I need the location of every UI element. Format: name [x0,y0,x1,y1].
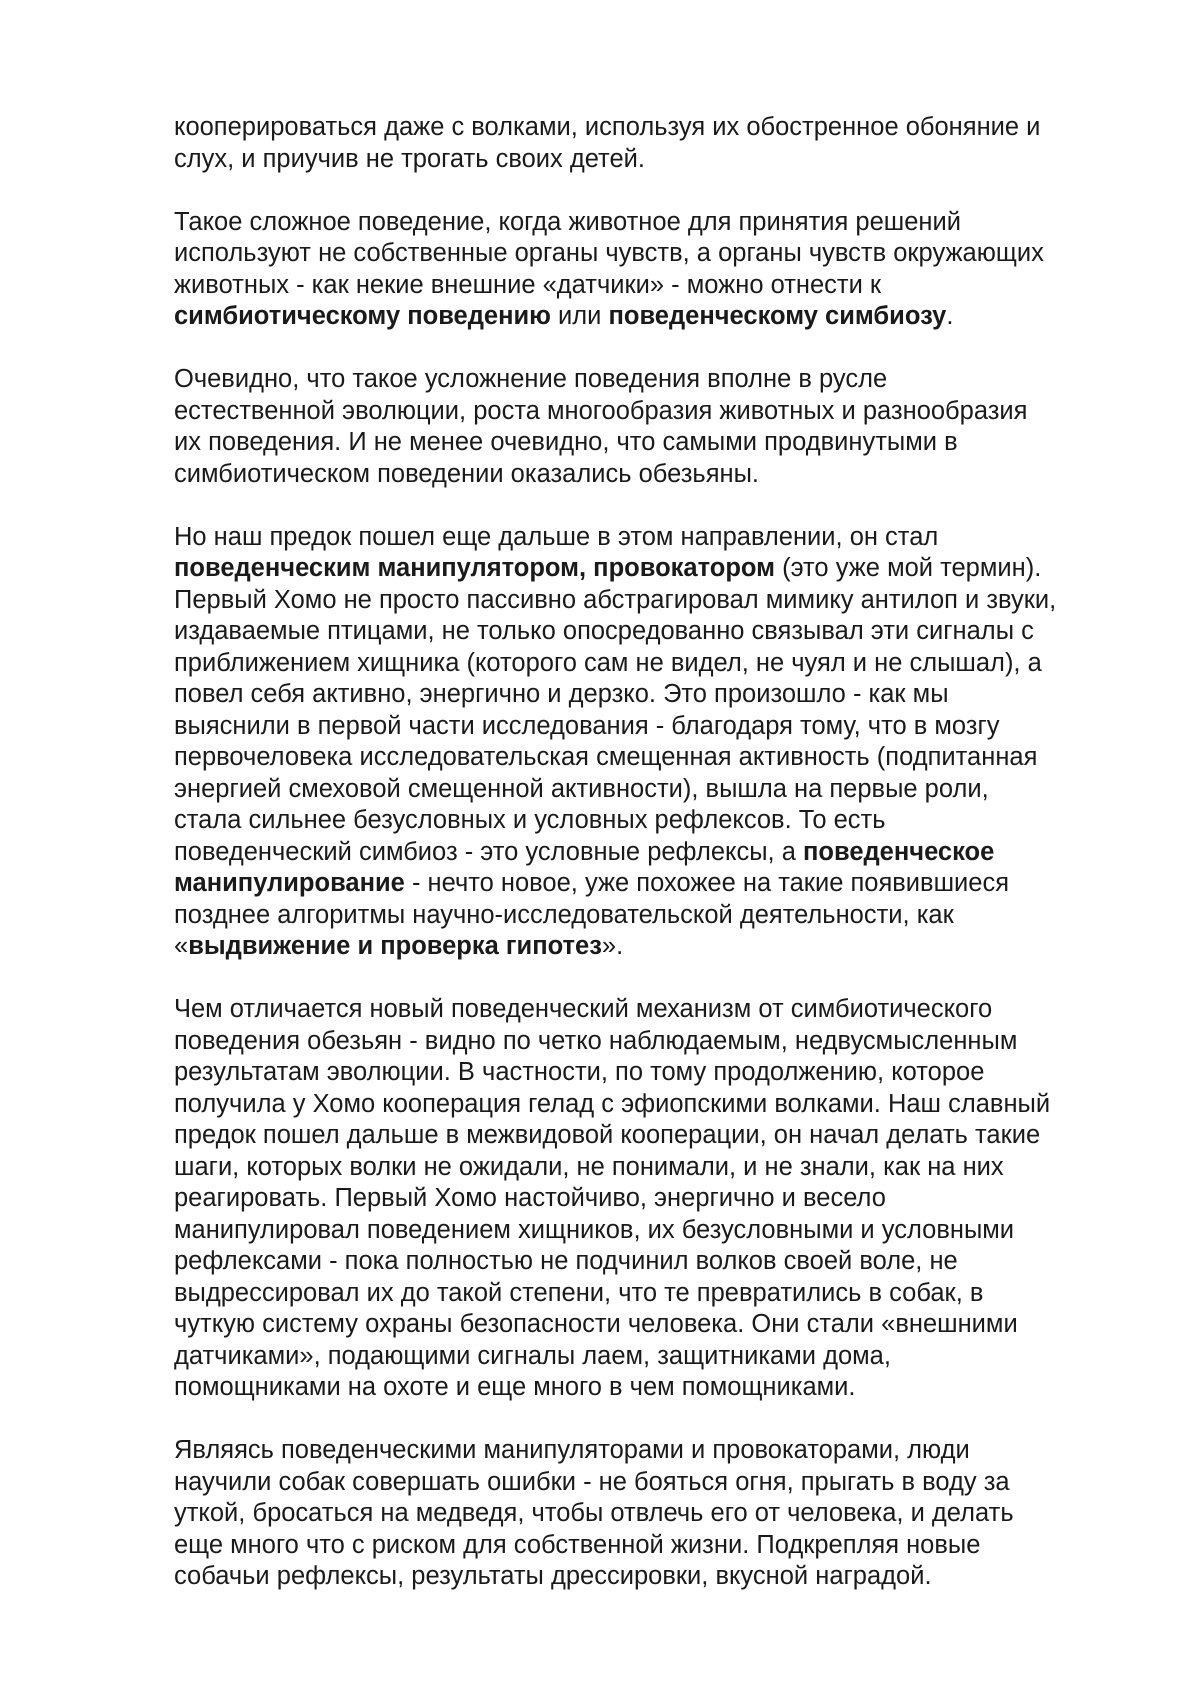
text-line [174,1435,1134,1467]
text-line [174,427,1134,459]
text-line [174,616,1134,648]
text-line [174,522,1134,554]
text-run: поведенческий симбиоз - это условные рефлексы, а [174,837,803,866]
text-line [174,1183,1134,1215]
paragraph-1 [174,112,1134,175]
text-run: научили собак совершать ошибки - не бояться огня, прыгать в воду за [174,1467,1010,1496]
text-run: (это уже мой термин). [775,554,1042,582]
text-run: предок пошел дальше в межвидовой кооперации, он начал делать такие [174,1121,1041,1149]
paragraph-3 [174,364,1134,490]
text-run: Очевидно, что такое усложнение поведения вполне в русле [174,365,888,393]
text-line [174,679,1134,711]
text-line [174,1057,1134,1089]
text-run: повел себя активно, энергично и дерзко. Это произошло - как мы [174,680,949,708]
text-line [174,144,1134,176]
text-line [174,553,1134,585]
text-run: приближением хищника (которого сам не видел, не чуял и не слышал), а [174,648,1042,677]
text-line [174,1341,1134,1373]
paragraph-2 [174,207,1134,333]
text-line [174,868,1134,900]
text-run: Первый Хомо не просто пассивно абстрагировал мимику антилоп и звуки, [174,585,1057,614]
text-line [174,742,1134,774]
text-run: помощниками на охоте и еще много в чем помощниками. [174,1373,856,1401]
text-run: позднее алгоритмы научно-исследовательской деятельности, как [174,900,954,929]
bold-text: поведенческим манипулятором, провокатором [174,554,776,582]
text-run: слух, и приучив не трогать своих детей. [174,144,645,173]
text-run: или [550,302,609,330]
text-line [174,774,1134,806]
text-run: еще много что с риском для собственной жизни. Подкрепляя новые [174,1530,981,1559]
text-run: кооперироваться даже с волками, используя их обостренное обоняние и [174,113,1041,141]
text-line [174,1215,1134,1247]
text-line [174,270,1134,302]
paragraph-5 [174,994,1134,1404]
text-run: их поведения. И не менее очевидно, что самыми продвинутыми в [174,428,958,456]
text-line [174,1467,1134,1499]
text-line [174,1372,1134,1404]
text-run: выдрессировал их до такой степени, что те превратились в собак, в [174,1278,984,1307]
text-line [174,1246,1134,1278]
text-run: энергией смеховой смещенной активности), вышла на первые роли, [174,774,989,803]
text-line [174,1152,1134,1184]
text-run: чуткую систему охраны безопасности человека. Они стали «внешними [174,1310,1018,1338]
text-line [174,301,1134,333]
text-run: собачьи рефлексы, результаты дрессировки, вкусной наградой. [174,1562,932,1590]
text-run: датчиками», подающими сигналы лаем, защитниками дома, [174,1341,891,1370]
text-run: - нечто новое, уже похожее на такие появившиеся [404,869,1010,897]
text-line [174,994,1134,1026]
text-run: используют не собственные органы чувств, а органы чувств окружающих [174,239,1044,267]
text-run: естественной эволюции, роста многообразия животных и разнообразия [174,396,1028,425]
text-run: шаги, которых волки не ожидали, не понимали, и не знали, как на них [174,1152,1004,1181]
text-run: манипулировал поведением хищников, их безусловными и условными [174,1215,1015,1244]
text-run: издаваемые птицами, не только опосредованно связывал эти сигналы с [174,617,1034,645]
text-line [174,207,1134,239]
bold-text: манипулирование [174,869,405,897]
text-run: получила у Хомо кооперация гелад с эфиопскими волками. Наш славный [174,1089,1051,1118]
text-run: « [174,932,189,960]
text-line [174,364,1134,396]
text-line [174,1309,1134,1341]
text-run: Являясь поведенческими манипуляторами и провокаторами, люди [174,1436,970,1464]
document-body [174,112,1134,1624]
text-run: поведения обезьян - видно по четко наблюдаемым, недвусмысленным [174,1026,1018,1055]
text-line [174,1120,1134,1152]
text-run: рефлексами - пока полностью не подчинил волков своей воле, не [174,1247,958,1275]
text-run: . [946,302,954,330]
text-line [174,711,1134,743]
text-line [174,931,1134,963]
text-run: первочеловека исследовательская смещенная активность (подпитанная [174,743,1038,771]
text-run: стала сильнее безусловных и условных рефлексов. То есть [174,806,886,834]
paragraph-6 [174,1435,1134,1593]
text-line [174,585,1134,617]
paragraph-4 [174,522,1134,963]
text-run: животных - как некие внешние «датчики» - можно отнести к [174,270,882,299]
text-line [174,1530,1134,1562]
text-run: симбиотическом поведении оказались обезьяны. [174,459,759,488]
text-line [174,112,1134,144]
text-run: Такое сложное поведение, когда животное для принятия решений [174,207,962,236]
text-run: Но наш предок пошел еще дальше в этом направлении, он стал [174,522,939,551]
text-run: Чем отличается новый поведенческий механизм от симбиотического [174,995,993,1023]
text-line [174,1278,1134,1310]
text-line [174,900,1134,932]
text-line [174,648,1134,680]
text-run: уткой, бросаться на медведя, чтобы отвлечь его от человека, и делать [174,1499,1014,1527]
text-line [174,1561,1134,1593]
text-run: выяснили в первой части исследования - благодаря тому, что в мозгу [174,711,1000,740]
bold-text: симбиотическому поведению [174,302,551,330]
text-run: ». [601,932,624,960]
text-run: результатам эволюции. В частности, по тому продолжению, которое [174,1058,985,1086]
text-line [174,1026,1134,1058]
bold-text: поведенческое [803,837,995,866]
text-line [174,805,1134,837]
bold-text: выдвижение и проверка гипотез [188,932,602,960]
text-line [174,1498,1134,1530]
text-line [174,837,1134,869]
bold-text: поведенческому симбиозу [608,302,947,330]
text-line [174,238,1134,270]
text-line [174,459,1134,491]
text-line [174,1089,1134,1121]
text-line [174,396,1134,428]
text-run: реагировать. Первый Хомо настойчиво, энергично и весело [174,1184,886,1212]
